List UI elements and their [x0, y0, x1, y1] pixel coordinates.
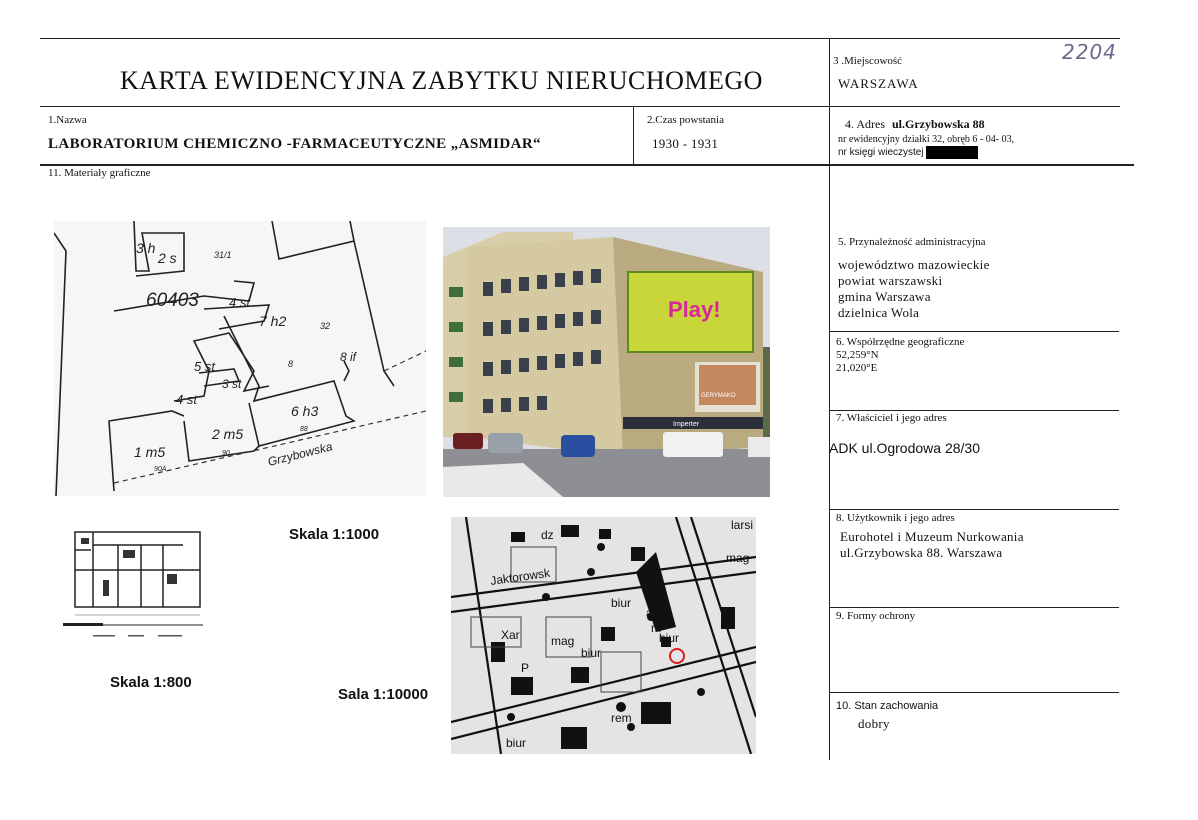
adres-dzialka: nr ewidencyjny działki 32, obręb 6 - 04- 03, — [838, 134, 1015, 145]
cad-label-b17: 90A — [154, 466, 167, 473]
building-photo — [443, 227, 770, 497]
handwritten-number: 2204 — [1062, 40, 1117, 64]
wspolrzedne-lon: 21,020°E — [836, 362, 878, 372]
divider-date — [633, 106, 634, 164]
scale-800-label: Skala 1:800 — [110, 674, 192, 691]
ad-text: GERYMAKO — [701, 393, 736, 399]
nazwa-label: 1.Nazwa — [48, 114, 87, 126]
redaction-bar — [926, 146, 978, 159]
stan-value: dobry — [858, 716, 890, 731]
stan-label: 10. Stan zachowania — [836, 700, 939, 712]
page-title: KARTA EWIDENCYJNA ZABYTKU NIERUCHOMEGO — [120, 66, 763, 95]
rule-geo-bottom — [829, 410, 1119, 411]
banner-text: Imperter — [673, 421, 700, 428]
cad-label-b12: 6 h3 — [291, 403, 319, 419]
map-label-l5: biur — [611, 596, 632, 610]
adres-ksiega — [838, 146, 978, 159]
wlasciciel-value: ADK ul.Ogrodowa 28/30 — [829, 440, 980, 456]
cad-label-b13: 88 — [300, 426, 308, 433]
przynaleznosc-label: 5. Przynależność administracyjna — [838, 236, 986, 248]
cad-label-b15: 2 m5 — [212, 426, 244, 442]
map-label-l8: biur — [581, 646, 602, 660]
scale-1000-label: Skala 1:1000 — [289, 526, 380, 543]
cad-label-b11: 8 if — [340, 350, 357, 364]
nazwa-value: LABORATORIUM CHEMICZNO -FARMACEUTYCZNE „ASMIDAR“ — [48, 136, 541, 152]
cad-label-b9: 4 st — [176, 392, 197, 407]
map-label-l14: m — [651, 621, 661, 635]
floor-plan-svg — [63, 520, 213, 645]
map-label-l4: Jaktorowsk — [489, 565, 551, 588]
uzytkownik-line-1: Eurohotel i Muzeum Nurkowania — [840, 529, 1024, 544]
adres-label: 4. Adres — [845, 117, 885, 131]
przynaleznosc-line-1: województwo mazowieckie — [838, 257, 990, 272]
rule-title-bottom — [40, 106, 1120, 107]
floor-plan — [63, 520, 213, 645]
rule-user-bottom — [829, 607, 1119, 608]
cad-label-b4: 4 st — [229, 295, 250, 310]
przynaleznosc-line-3: gmina Warszawa — [838, 289, 931, 304]
city-map — [451, 517, 756, 754]
map-label-l2: dz — [541, 528, 554, 542]
przynaleznosc-line-4: dzielnica Wola — [838, 305, 920, 320]
cad-label-b3: 31/1 — [214, 250, 232, 260]
divider-right-column — [829, 38, 830, 760]
miejscowosc-value: WARSZAWA — [838, 76, 919, 91]
adres-block — [845, 117, 985, 132]
formy-label: 9. Formy ochrony — [836, 610, 916, 622]
cad-label-b16: 90 — [222, 450, 230, 457]
uzytkownik-label: 8. Użytkownik i jego adres — [836, 512, 955, 524]
cad-label-b6: 32 — [320, 321, 331, 331]
cad-label-parcel: 60403 — [146, 290, 199, 311]
map-label-l6: Xar — [501, 628, 520, 642]
wspolrzedne-label: 6. Współrzędne geograficzne — [836, 336, 965, 348]
building-photo-svg — [443, 227, 770, 497]
map-label-l13: ar — [646, 606, 657, 620]
city-map-svg — [451, 517, 756, 754]
rule-name-bottom — [40, 164, 1134, 166]
cad-label-b2: 2 s — [158, 250, 177, 266]
cad-label-b14: 1 m5 — [134, 444, 166, 460]
map-label-l9: P — [521, 661, 530, 675]
cad-label-b7: 5 st — [194, 359, 215, 374]
czas-label: 2.Czas powstania — [647, 114, 724, 126]
wlasciciel-label: 7. Właściciel i jego adres — [836, 412, 947, 424]
materialy-label: 11. Materiały graficzne — [48, 167, 151, 179]
map-label-l11: rem — [611, 711, 632, 725]
billboard-text: Play! — [668, 297, 721, 322]
scale-10000-label: Sala 1:10000 — [338, 686, 429, 703]
rule-protection-bottom — [829, 692, 1119, 693]
cadastral-map-svg — [54, 221, 426, 496]
czas-value: 1930 - 1931 — [652, 136, 719, 151]
cad-label-b10: 8 — [288, 359, 294, 369]
rule-top — [40, 38, 1120, 39]
przynaleznosc-line-2: powiat warszawski — [838, 273, 943, 288]
cadastral-map — [54, 221, 426, 496]
rule-admin-bottom — [829, 331, 1119, 332]
adres-value: ul.Grzybowska 88 — [892, 117, 985, 131]
rule-owner-bottom — [829, 509, 1119, 510]
cad-label-b1: 3 h — [136, 240, 156, 256]
map-label-l7: mag — [551, 634, 575, 648]
cad-label-b8: 3 st — [222, 377, 242, 391]
cad-label-b5: 7 h2 — [259, 313, 287, 329]
adres-ksiega-label: nr księgi wieczystej — [838, 147, 924, 159]
miejscowosc-label: 3 .Miejscowość — [833, 55, 903, 67]
map-label-l1: larsi — [731, 518, 754, 532]
location-marker — [670, 649, 684, 663]
wspolrzedne-lat: 52,259°N — [836, 349, 879, 361]
map-label-l12: biur — [506, 736, 527, 750]
uzytkownik-line-2: ul.Grzybowska 88. Warszawa — [840, 545, 1003, 560]
map-label-l3: mag — [726, 551, 750, 565]
cad-label-street: Grzybowska — [266, 439, 334, 469]
map-label-l10: biur — [659, 631, 680, 645]
